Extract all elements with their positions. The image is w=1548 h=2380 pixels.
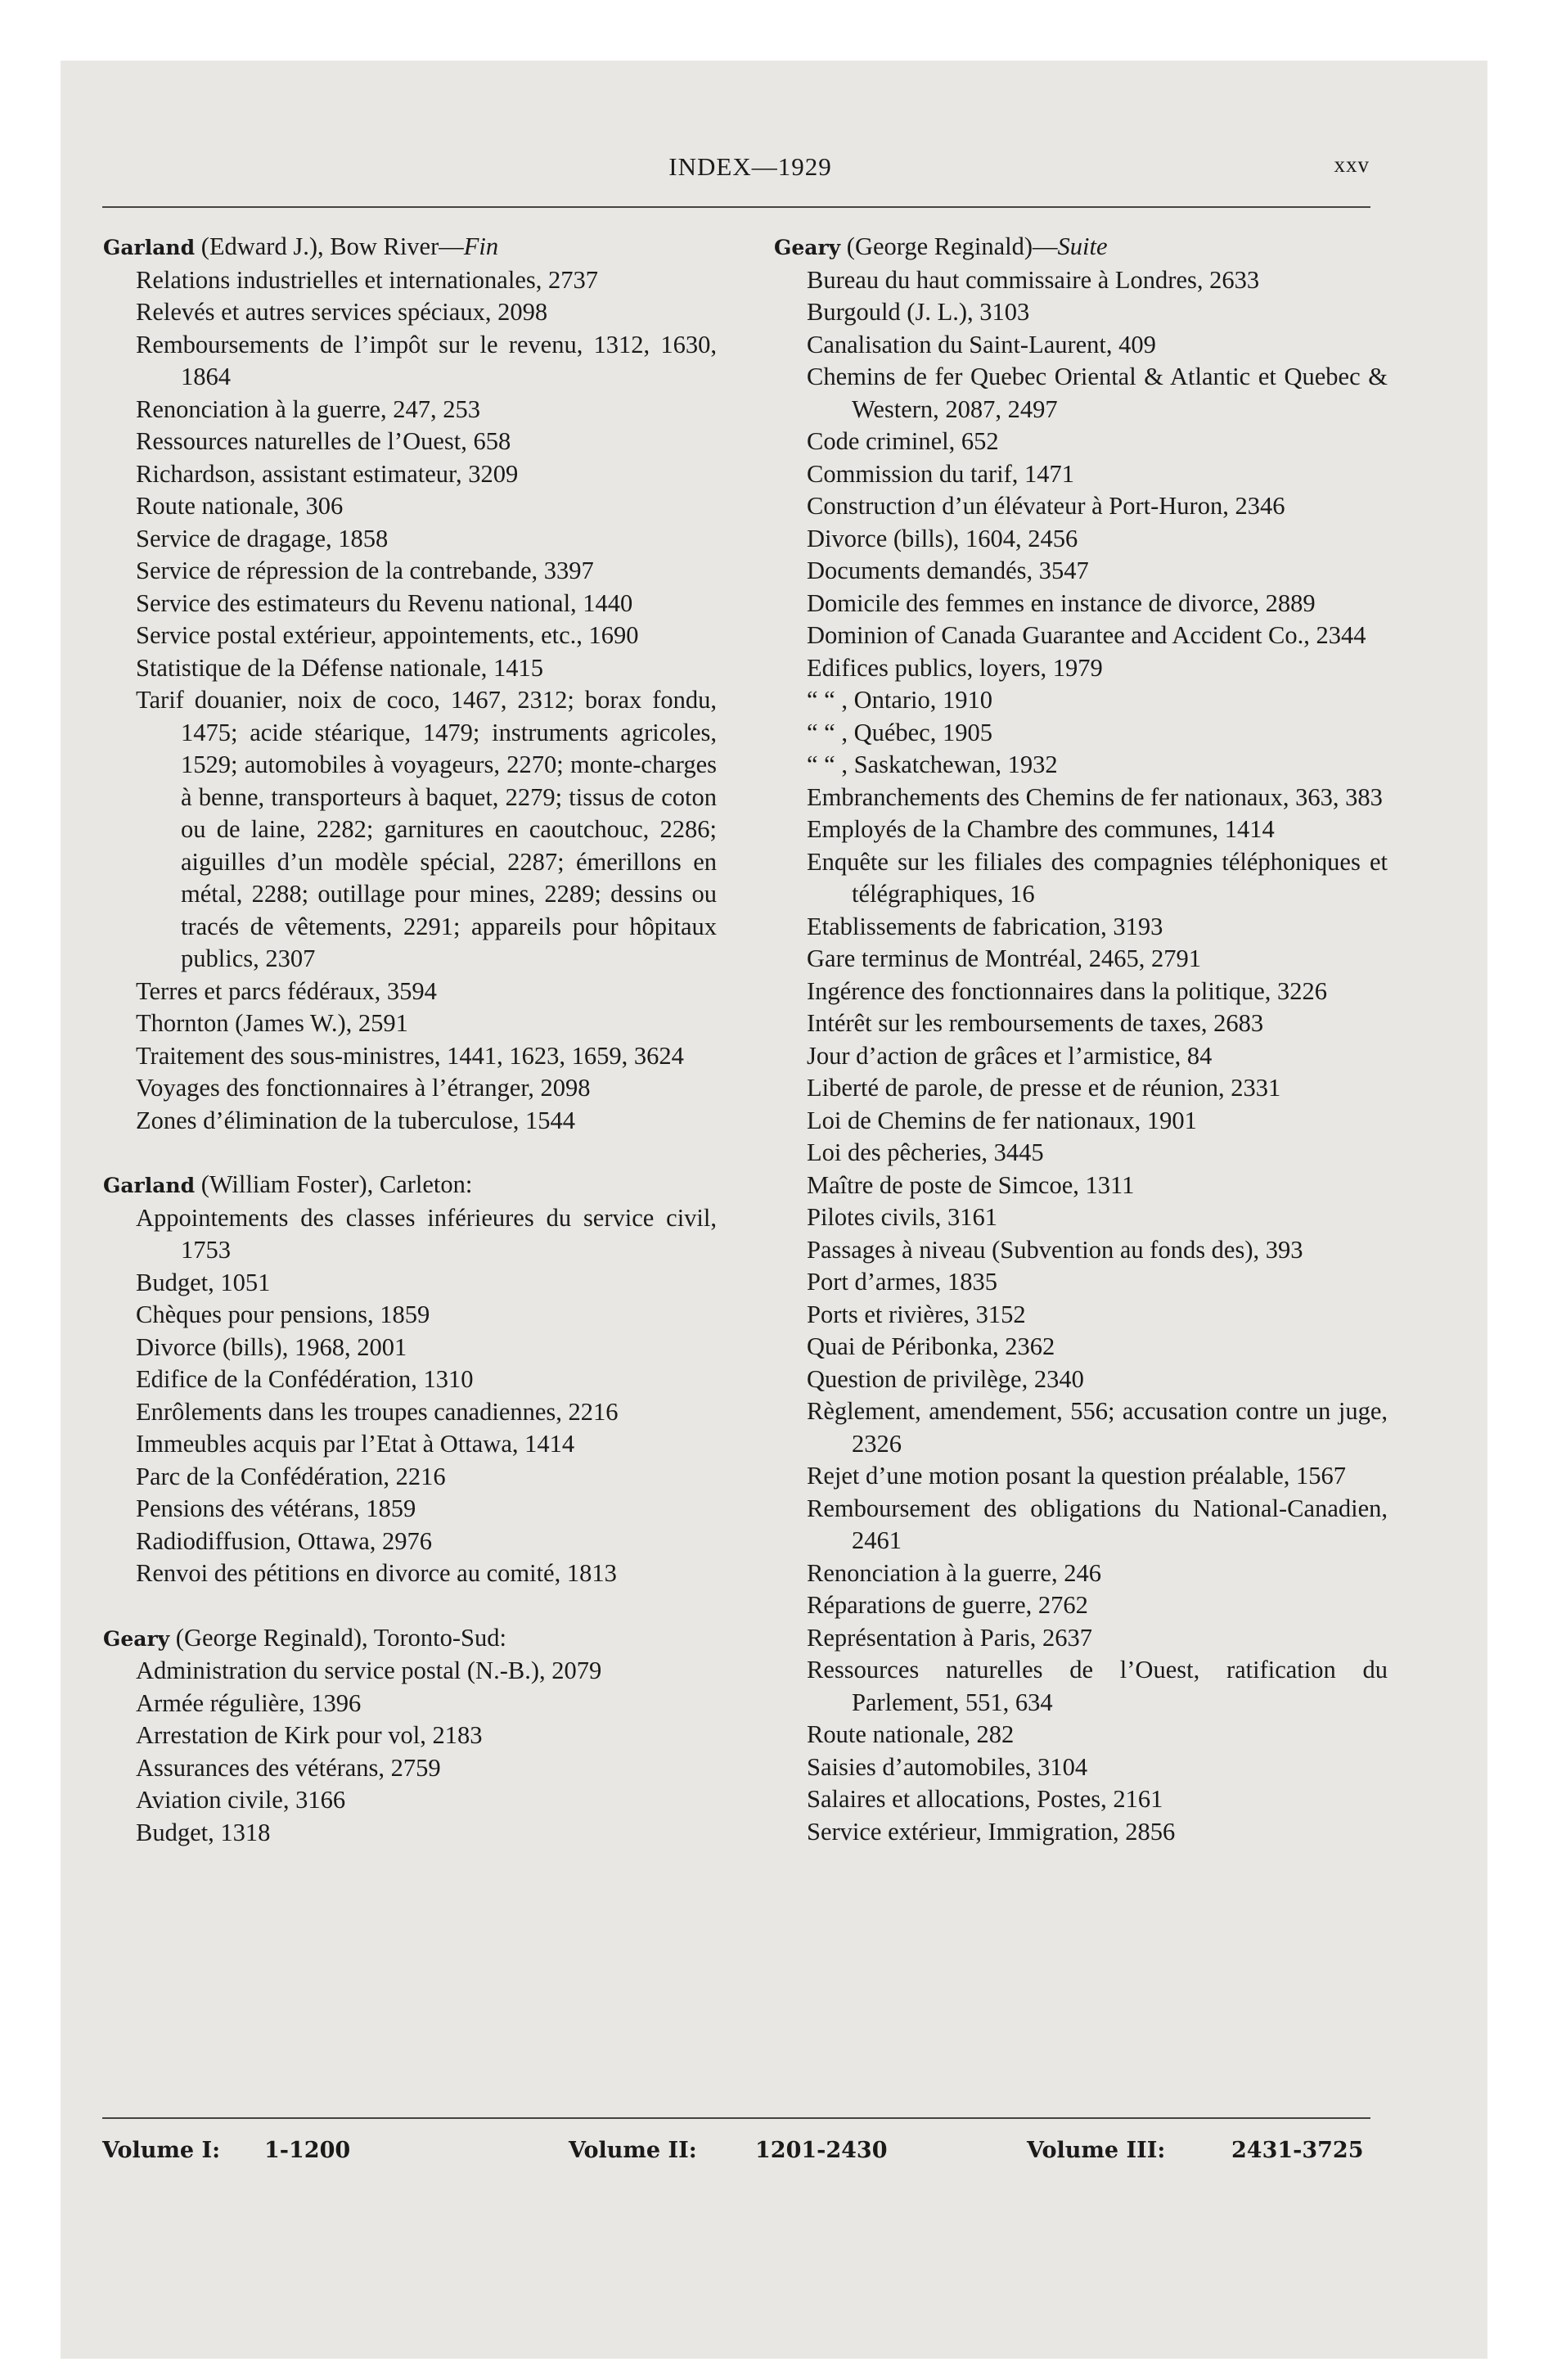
subject-item: Jour d’action de grâces et l’armistice, 84 [807, 1041, 1213, 1070]
volume-3-range: 2431-3725 [1231, 2138, 1364, 2163]
subject-item: Burgould (J. L.), 3103 [807, 298, 1030, 326]
index-entry [774, 231, 1388, 1848]
subject-item: Tarif douanier, noix de coco, 1467, 2312; borax fondu, 1475; acide stéarique, 1479; instruments agricoles, 1529; automobiles à voyageurs, 2270; monte-charges à benne, transporteurs à baquet, 2279; tissus de coton ou de laine, 2282; garnitures en caoutchouc, 2286; aiguilles d’un modèle spécial, 2287; émerillons en métal, 2288; outillage pour mines, 2289; dessins ou tracés de vêtements, 2291; appareils pour hôpitaux publics, 2307 [136, 686, 717, 972]
subject-item: Thornton (James W.), 2591 [136, 1009, 408, 1037]
subject-item: Assurances des vétérans, 2759 [136, 1753, 441, 1782]
subject-item: Relevés et autres services spéciaux, 2098 [136, 298, 548, 326]
subject-item: Edifice de la Confédération, 1310 [136, 1365, 474, 1393]
page-title: INDEX—1929 [668, 152, 832, 181]
subject-item: Construction d’un élévateur à Port-Huron, 2346 [807, 492, 1285, 520]
subject-item: Ingérence des fonctionnaires dans la politique, 3226 [807, 976, 1328, 1005]
subject-item: Divorce (bills), 1604, 2456 [807, 524, 1078, 552]
member-details: (Edward J.), Bow River— [195, 232, 464, 260]
subject-item: Divorce (bills), 1968, 2001 [136, 1332, 407, 1361]
subject-item: Budget, 1318 [136, 1818, 271, 1846]
subject-item: Traitement des sous-ministres, 1441, 1623, 1659, 3624 [136, 1041, 684, 1070]
subject-item: Employés de la Chambre des communes, 1414 [807, 815, 1275, 843]
subject-item: Liberté de parole, de presse et de réunion, 2331 [807, 1074, 1281, 1102]
subject-item: Canalisation du Saint-Laurent, 409 [807, 330, 1156, 358]
index-column-right [774, 231, 1388, 1848]
subject-item: Embranchements des Chemins de fer nationaux, 363, 383 [807, 782, 1383, 811]
subject-item: Ports et rivières, 3152 [807, 1300, 1026, 1328]
subject-item: Règlement, amendement, 556; accusation contre un juge, 2326 [807, 1397, 1388, 1458]
subject-item: “ “ , Ontario, 1910 [807, 686, 992, 714]
subject-item: Voyages des fonctionnaires à l’étranger, 2098 [136, 1074, 591, 1102]
subject-item: Gare terminus de Montréal, 2465, 2791 [807, 944, 1201, 972]
entry-heading [103, 1622, 717, 1656]
continuation-marker: Suite [1057, 232, 1108, 260]
subject-item: Remboursements de l’impôt sur le revenu, 1312, 1630, 1864 [136, 330, 717, 390]
subject-item: Service des estimateurs du Revenu national, 1440 [136, 588, 633, 617]
subject-item: Service extérieur, Immigration, 2856 [807, 1817, 1176, 1846]
subject-item: Arrestation de Kirk pour vol, 2183 [136, 1721, 483, 1749]
subject-item: Réparations de guerre, 2762 [807, 1591, 1088, 1619]
subject-item: Terres et parcs fédéraux, 3594 [136, 976, 437, 1005]
index-entry [103, 231, 717, 1137]
subject-item: Service de répression de la contrebande, 3397 [136, 557, 594, 584]
member-surname: Geary [103, 1626, 170, 1651]
subject-item: Remboursement des obligations du National-Canadien, 2461 [807, 1494, 1388, 1554]
member-surname: Geary [774, 236, 841, 259]
subject-item: Armée régulière, 1396 [136, 1688, 362, 1717]
entry-heading [774, 231, 1388, 264]
subject-item: Ressources naturelles de l’Ouest, 658 [136, 427, 511, 455]
subject-item: Documents demandés, 3547 [807, 557, 1089, 584]
continuation-marker: Fin [463, 232, 499, 260]
subject-item: Enquête sur les filiales des compagnies téléphoniques et télégraphiques, 16 [807, 847, 1388, 908]
subject-item: Port d’armes, 1835 [807, 1268, 997, 1296]
subject-item: Zones d’élimination de la tuberculose, 1544 [136, 1106, 575, 1134]
member-details: (George Reginald), Toronto-Sud: [169, 1623, 506, 1652]
subject-item: Richardson, assistant estimateur, 3209 [136, 459, 519, 488]
subject-item: Maître de poste de Simcoe, 1311 [807, 1170, 1135, 1199]
subject-item: Pilotes civils, 3161 [807, 1203, 997, 1231]
volume-footer [102, 2138, 1370, 2174]
subject-item: Intérêt sur les remboursements de taxes, 2683 [807, 1009, 1264, 1037]
footer-rule [102, 2117, 1370, 2119]
subject-item: Bureau du haut commissaire à Londres, 2633 [807, 265, 1260, 294]
subject-item: Chèques pour pensions, 1859 [136, 1300, 430, 1328]
subject-item: Pensions des vétérans, 1859 [136, 1494, 416, 1522]
subject-item: Statistique de la Défense nationale, 1415 [136, 653, 544, 682]
subject-item: Etablissements de fabrication, 3193 [807, 912, 1163, 940]
subject-item: Passages à niveau (Subvention au fonds des), 393 [807, 1235, 1303, 1264]
subject-item: Radiodiffusion, Ottawa, 2976 [136, 1526, 433, 1555]
volume-3-label: Volume III: [1027, 2138, 1166, 2163]
subject-item: Enrôlements dans les troupes canadiennes, 2216 [136, 1397, 619, 1426]
subject-item: Renvoi des pétitions en divorce au comité, 1813 [136, 1559, 617, 1587]
subject-item: Ressources naturelles de l’Ouest, ratification du Parlement, 551, 634 [807, 1656, 1388, 1716]
subject-item: Domicile des femmes en instance de divorce, 2889 [807, 588, 1316, 617]
entry-heading [103, 231, 717, 264]
subject-item: Dominion of Canada Guarantee and Accident Co., 2344 [807, 621, 1366, 649]
subject-item: Service de dragage, 1858 [136, 524, 389, 552]
subject-item: Chemins de fer Quebec Oriental & Atlantic et Quebec & Western, 2087, 2497 [807, 363, 1388, 423]
subject-item: Budget, 1051 [136, 1268, 271, 1296]
subject-item: Représentation à Paris, 2637 [807, 1623, 1092, 1652]
subject-item: Loi des pêcheries, 3445 [807, 1138, 1044, 1166]
subject-item: “ “ , Saskatchewan, 1932 [807, 751, 1058, 778]
subject-item: Appointements des classes inférieures du service civil, 1753 [136, 1203, 717, 1264]
index-entry [103, 1622, 717, 1850]
index-entry [103, 1169, 717, 1590]
volume-2-label: Volume II: [569, 2138, 697, 2163]
page-number: xxv [1334, 152, 1370, 177]
subject-item: Service postal extérieur, appointements, etc., 1690 [136, 621, 639, 649]
subject-item: Renonciation à la guerre, 246 [807, 1558, 1101, 1587]
header-rule [102, 206, 1370, 208]
subject-item: Saisies d’automobiles, 3104 [807, 1752, 1088, 1781]
member-surname: Garland [103, 1174, 196, 1197]
subject-item: Route nationale, 306 [136, 492, 344, 520]
member-surname: Garland [103, 236, 196, 259]
subject-item: Edifices publics, loyers, 1979 [807, 653, 1103, 682]
subject-item: Salaires et allocations, Postes, 2161 [807, 1785, 1163, 1813]
subject-item: Parc de la Confédération, 2216 [136, 1462, 446, 1490]
subject-item: “ “ , Québec, 1905 [807, 718, 992, 746]
subject-item: Relations industrielles et internationales, 2737 [136, 265, 598, 294]
subject-item: Renonciation à la guerre, 247, 253 [136, 394, 480, 423]
subject-item: Administration du service postal (N.-B.), 2079 [136, 1657, 602, 1684]
member-details: (William Foster), Carleton: [195, 1170, 473, 1198]
subject-item: Aviation civile, 3166 [136, 1786, 346, 1814]
member-details: (George Reginald)— [840, 232, 1058, 260]
subject-item: Immeubles acquis par l’Etat à Ottawa, 1414 [136, 1430, 575, 1458]
volume-1-range: 1-1200 [264, 2138, 351, 2163]
subject-item: Loi de Chemins de fer nationaux, 1901 [807, 1106, 1197, 1134]
volume-2-range: 1201-2430 [755, 2138, 888, 2163]
volume-1-label: Volume I: [102, 2138, 221, 2163]
subject-item: Commission du tarif, 1471 [807, 459, 1075, 488]
subject-item: Quai de Péribonka, 2362 [807, 1332, 1055, 1360]
subject-item: Question de privilège, 2340 [807, 1364, 1084, 1393]
subject-item: Route nationale, 282 [807, 1720, 1015, 1748]
running-header [131, 152, 1370, 193]
index-column-left [103, 231, 717, 1849]
entry-heading [103, 1169, 717, 1202]
subject-item: Rejet d’une motion posant la question préalable, 1567 [807, 1462, 1346, 1490]
subject-item: Code criminel, 652 [807, 427, 999, 455]
